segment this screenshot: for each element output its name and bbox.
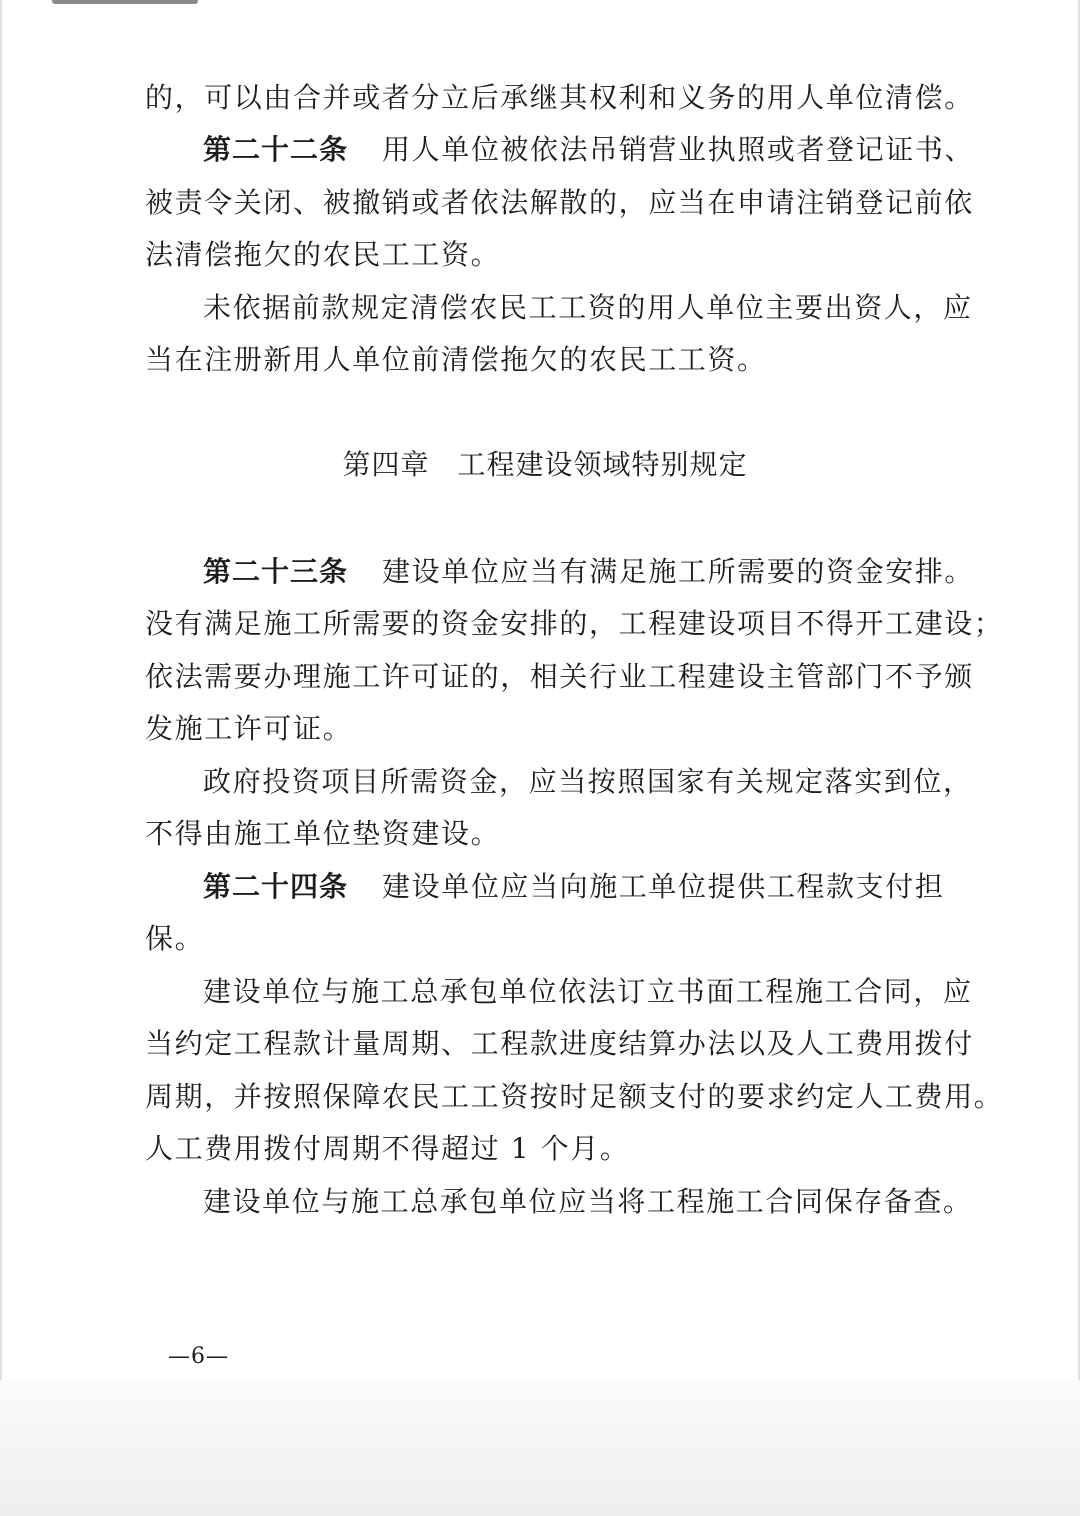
text-line: 建设单位与施工总承包单位依法订立书面工程施工合同，应 [203, 975, 973, 1008]
article-23-heading: 第二十三条 [203, 555, 349, 588]
text-line: 保。 [145, 922, 205, 955]
text-line: 人工费用拨付周期不得超过 1 个月。 [145, 1132, 630, 1165]
article-22-paragraph [0, 130, 1080, 170]
text-line: 周期，并按照保障农民工工资按时足额支付的要求约定人工费用。 [145, 1080, 1004, 1113]
text-line: 发施工许可证。 [145, 712, 353, 745]
top-scrollbar-handle [52, 0, 198, 4]
text-line: 当约定工程款计量周期、工程款进度结算办法以及人工费用拨付 [145, 1027, 974, 1060]
chapter-number: 第四章 [342, 448, 430, 481]
text-line: 没有满足施工所需要的资金安排的，工程建设项目不得开工建设； [145, 607, 1004, 640]
chapter-heading [0, 445, 1080, 485]
text-line: 建设单位应当有满足施工所需要的资金安排。 [382, 555, 975, 588]
text-line: 被责令关闭、被撤销或者依法解散的，应当在申请注销登记前依 [145, 186, 974, 219]
article-24-heading: 第二十四条 [203, 870, 349, 903]
article-22-heading: 第二十二条 [203, 133, 349, 166]
article-24-paragraph [0, 867, 1080, 907]
text-line: 当在注册新用人单位前清偿拖欠的农民工工资。 [145, 343, 767, 376]
text-line: 建设单位应当向施工单位提供工程款支付担 [382, 870, 945, 903]
text-line: 未依据前款规定清偿农民工工资的用人单位主要出资人，应 [203, 291, 973, 324]
text-line: 用人单位被依法吊销营业执照或者登记证书、 [382, 133, 975, 166]
text-line: 法清偿拖欠的农民工工资。 [145, 238, 501, 271]
text-line: 建设单位与施工总承包单位应当将工程施工合同保存备查。 [203, 1185, 973, 1218]
text-line: 依法需要办理施工许可证的，相关行业工程建设主管部门不予颁 [145, 660, 974, 693]
text-line: 不得由施工单位垫资建设。 [145, 817, 501, 850]
text-line: 的，可以由合并或者分立后承继其权利和义务的用人单位清偿。 [145, 81, 974, 114]
viewer-background [0, 1380, 1080, 1516]
article-23-paragraph [0, 552, 1080, 592]
text-line: 政府投资项目所需资金，应当按照国家有关规定落实到位， [203, 765, 973, 798]
page-number: —6— [168, 1344, 229, 1369]
chapter-title: 工程建设领域特别规定 [457, 448, 748, 481]
